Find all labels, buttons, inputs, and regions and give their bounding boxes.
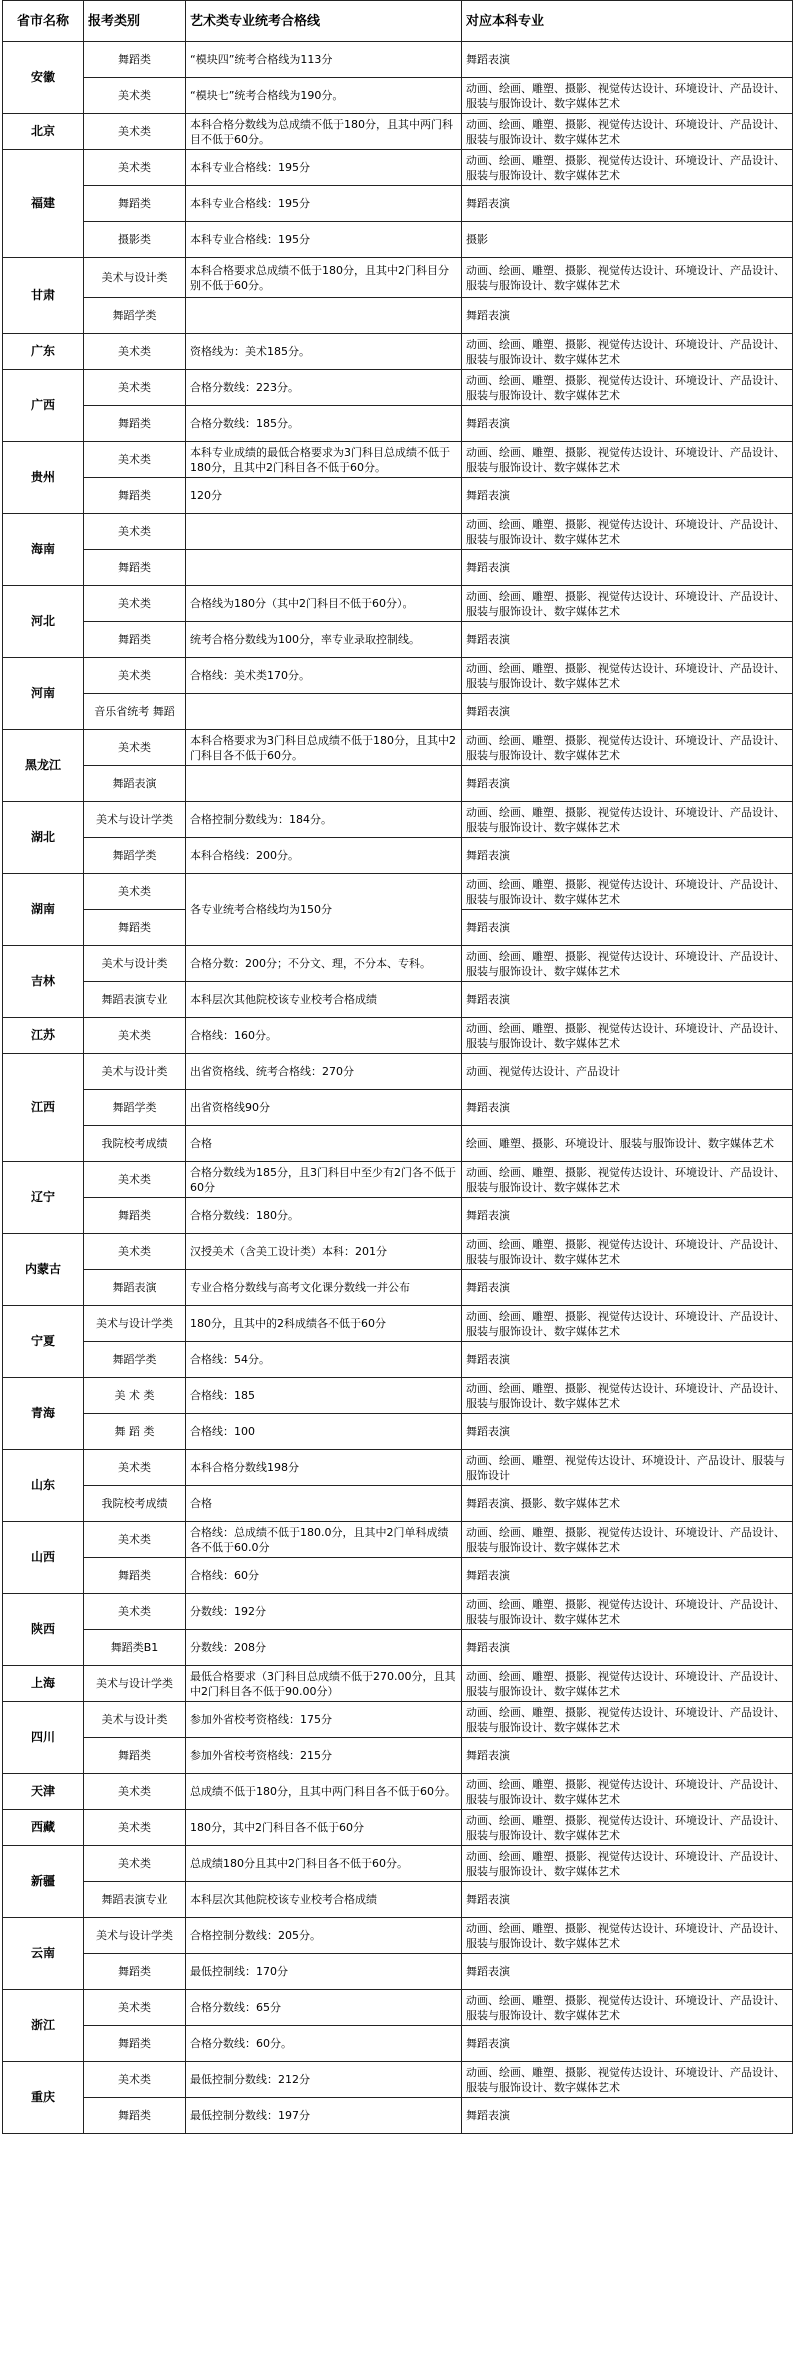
majors-cell: 舞蹈表演 [462,1630,793,1666]
table-row [3,1018,793,1054]
category-cell: 我院校考成绩 [84,1126,186,1162]
majors-cell: 舞蹈表演 [462,1414,793,1450]
category-cell: 舞蹈学类 [84,838,186,874]
majors-cell: 舞蹈表演 [462,1090,793,1126]
majors-cell: 动画、绘画、雕塑、摄影、视觉传达设计、环境设计、产品设计、服装与服饰设计、数字媒体艺术 [462,658,793,694]
header-majors: 对应本科专业 [462,1,793,42]
majors-cell: 动画、绘画、雕塑、摄影、视觉传达设计、环境设计、产品设计、服装与服饰设计、数字媒体艺术 [462,1306,793,1342]
province-cell: 宁夏 [3,1306,84,1378]
header-row [3,1,793,42]
province-cell: 浙江 [3,1990,84,2062]
majors-cell: 动画、绘画、雕塑、摄影、视觉传达设计、环境设计、产品设计、服装与服饰设计、数字媒体艺术 [462,802,793,838]
score-cell: 合格线：100 [186,1414,462,1450]
table-row [3,946,793,982]
category-cell: 舞蹈表演 [84,766,186,802]
category-cell: 美术类 [84,78,186,114]
score-cell: 合格分数线：185分。 [186,406,462,442]
table-row [3,1486,793,1522]
category-cell: 美术类 [84,1846,186,1882]
category-cell: 美术类 [84,334,186,370]
majors-cell: 动画、绘画、雕塑、摄影、视觉传达设计、环境设计、产品设计、服装与服饰设计、数字媒体艺术 [462,586,793,622]
category-cell: 舞蹈类 [84,622,186,658]
majors-cell: 动画、绘画、雕塑、摄影、视觉传达设计、环境设计、产品设计、服装与服饰设计、数字媒体艺术 [462,1378,793,1414]
category-cell: 美术类 [84,730,186,766]
score-cell: 合格分数线：180分。 [186,1198,462,1234]
table-row [3,478,793,514]
category-cell: 美术类 [84,1594,186,1630]
score-cell: 总成绩180分且其中2门科目各不低于60分。 [186,1846,462,1882]
majors-cell: 舞蹈表演 [462,1954,793,1990]
score-cell: 分数线：208分 [186,1630,462,1666]
header-score: 艺术类专业统考合格线 [186,1,462,42]
table-row [3,370,793,406]
score-cell: 180分，其中2门科目各不低于60分 [186,1810,462,1846]
majors-cell: 舞蹈表演 [462,1738,793,1774]
table-row [3,1630,793,1666]
category-cell: 美术与设计学类 [84,1666,186,1702]
majors-cell: 动画、绘画、雕塑、摄影、视觉传达设计、环境设计、产品设计、服装与服饰设计、数字媒体艺术 [462,946,793,982]
score-cell: 本科层次其他院校该专业校考合格成绩 [186,1882,462,1918]
table-row [3,1882,793,1918]
category-cell: 舞蹈类 [84,478,186,514]
majors-cell: 舞蹈表演 [462,910,793,946]
majors-cell: 动画、视觉传达设计、产品设计 [462,1054,793,1090]
majors-cell: 动画、绘画、雕塑、摄影、视觉传达设计、环境设计、产品设计、服装与服饰设计、数字媒体艺术 [462,1702,793,1738]
table-row [3,694,793,730]
table-row [3,1234,793,1270]
category-cell: 舞蹈类 [84,1558,186,1594]
majors-cell: 舞蹈表演 [462,1270,793,1306]
table-row [3,1054,793,1090]
table-row [3,1666,793,1702]
majors-cell: 舞蹈表演 [462,1342,793,1378]
province-cell: 河北 [3,586,84,658]
category-cell: 美 术 类 [84,1378,186,1414]
majors-cell: 舞蹈表演 [462,2098,793,2134]
majors-cell: 舞蹈表演 [462,186,793,222]
category-cell: 舞蹈类 [84,2098,186,2134]
category-cell: 美术类 [84,1450,186,1486]
province-cell: 西藏 [3,1810,84,1846]
category-cell: 美术与设计类 [84,258,186,298]
table-row [3,1090,793,1126]
table-row [3,150,793,186]
table-row [3,730,793,766]
score-cell: 合格线：总成绩不低于180.0分，且其中2门单科成绩各不低于60.0分 [186,1522,462,1558]
table-row [3,982,793,1018]
category-cell: 舞蹈类 [84,550,186,586]
table-row [3,78,793,114]
category-cell: 舞蹈类 [84,1738,186,1774]
table-row [3,334,793,370]
score-cell: 本科专业合格线：195分 [186,186,462,222]
table-row [3,658,793,694]
category-cell: 舞蹈类 [84,1198,186,1234]
province-cell: 江苏 [3,1018,84,1054]
table-row [3,1918,793,1954]
category-cell: 舞蹈学类 [84,1342,186,1378]
table-row [3,1846,793,1882]
category-cell: 美术与设计类 [84,946,186,982]
majors-cell: 舞蹈表演 [462,622,793,658]
category-cell: 美术类 [84,2062,186,2098]
table-row [3,1342,793,1378]
majors-cell: 舞蹈表演 [462,694,793,730]
majors-cell: 舞蹈表演 [462,766,793,802]
province-cell: 重庆 [3,2062,84,2134]
category-cell: 美术与设计学类 [84,1918,186,1954]
table-row [3,1774,793,1810]
category-cell: 美术类 [84,1522,186,1558]
majors-cell: 动画、绘画、雕塑、摄影、视觉传达设计、环境设计、产品设计、服装与服饰设计、数字媒体艺术 [462,78,793,114]
score-cell: 参加外省校考资格线：215分 [186,1738,462,1774]
category-cell: 舞 蹈 类 [84,1414,186,1450]
score-cell: 最低合格要求（3门科目总成绩不低于270.00分，且其中2门科目各不低于90.00分） [186,1666,462,1702]
table-row [3,622,793,658]
category-cell: 美术类 [84,514,186,550]
category-cell: 舞蹈类 [84,1954,186,1990]
table-row [3,258,793,298]
score-cell [186,766,462,802]
province-cell: 天津 [3,1774,84,1810]
category-cell: 舞蹈类B1 [84,1630,186,1666]
score-cell: 本科专业合格线：195分 [186,222,462,258]
majors-cell: 动画、绘画、雕塑、摄影、视觉传达设计、环境设计、产品设计、服装与服饰设计、数字媒体艺术 [462,874,793,910]
table-row [3,1702,793,1738]
category-cell: 美术类 [84,1162,186,1198]
table-row [3,1558,793,1594]
category-cell: 舞蹈类 [84,406,186,442]
score-cell: 本科合格分数线为总成绩不低于180分，且其中两门科目不低于60分。 [186,114,462,150]
score-cell: 合格线：54分。 [186,1342,462,1378]
majors-cell: 动画、绘画、雕塑、摄影、视觉传达设计、环境设计、产品设计、服装与服饰设计、数字媒体艺术 [462,114,793,150]
province-cell: 甘肃 [3,258,84,334]
score-cell: 合格控制分数线：205分。 [186,1918,462,1954]
score-cell: 合格线：美术类170分。 [186,658,462,694]
category-cell: 美术类 [84,370,186,406]
majors-cell: 舞蹈表演 [462,298,793,334]
majors-cell: 动画、绘画、雕塑、摄影、视觉传达设计、环境设计、产品设计、服装与服饰设计、数字媒体艺术 [462,1018,793,1054]
majors-cell: 动画、绘画、雕塑、摄影、视觉传达设计、环境设计、产品设计、服装与服饰设计、数字媒体艺术 [462,1918,793,1954]
score-table [2,0,793,2134]
table-row [3,1738,793,1774]
score-cell: 合格线为180分（其中2门科目不低于60分）。 [186,586,462,622]
table-row [3,1990,793,2026]
score-cell: 本科合格分数线198分 [186,1450,462,1486]
majors-cell: 动画、绘画、雕塑、摄影、视觉传达设计、环境设计、产品设计、服装与服饰设计、数字媒体艺术 [462,730,793,766]
category-cell: 舞蹈类 [84,186,186,222]
table-row [3,1162,793,1198]
score-cell: 汉授美术（含美工设计类）本科：201分 [186,1234,462,1270]
category-cell: 舞蹈表演专业 [84,1882,186,1918]
score-cell: 120分 [186,478,462,514]
header-category: 报考类别 [84,1,186,42]
score-cell: 最低控制线：170分 [186,1954,462,1990]
category-cell: 美术与设计学类 [84,1306,186,1342]
table-row [3,114,793,150]
table-row [3,1306,793,1342]
majors-cell: 动画、绘画、雕塑、摄影、视觉传达设计、环境设计、产品设计、服装与服饰设计、数字媒体艺术 [462,1234,793,1270]
category-cell: 美术类 [84,874,186,910]
category-cell: 美术与设计类 [84,1054,186,1090]
majors-cell: 绘画、雕塑、摄影、环境设计、服装与服饰设计、数字媒体艺术 [462,1126,793,1162]
majors-cell: 动画、绘画、雕塑、摄影、视觉传达设计、环境设计、产品设计、服装与服饰设计、数字媒体艺术 [462,258,793,298]
province-cell: 湖北 [3,802,84,874]
category-cell: 美术类 [84,114,186,150]
province-cell: 新疆 [3,1846,84,1918]
category-cell: 舞蹈类 [84,910,186,946]
table-row [3,550,793,586]
table-row [3,1810,793,1846]
province-cell: 海南 [3,514,84,586]
province-cell: 江西 [3,1054,84,1162]
table-row [3,42,793,78]
province-cell: 山西 [3,1522,84,1594]
category-cell: 美术类 [84,586,186,622]
score-cell: 合格分数：200分；不分文、理，不分本、专科。 [186,946,462,982]
score-cell: 资格线为：美术185分。 [186,334,462,370]
score-cell: 本科专业成绩的最低合格要求为3门科目总成绩不低于180分，且其中2门科目各不低于60分。 [186,442,462,478]
score-cell: 合格线：60分 [186,1558,462,1594]
province-cell: 青海 [3,1378,84,1450]
score-cell: 专业合格分数线与高考文化课分数线一并公布 [186,1270,462,1306]
score-cell [186,550,462,586]
score-cell: 各专业统考合格线均为150分 [186,874,462,946]
category-cell: 美术类 [84,150,186,186]
table-row [3,406,793,442]
majors-cell: 舞蹈表演 [462,1198,793,1234]
majors-cell: 动画、绘画、雕塑、摄影、视觉传达设计、环境设计、产品设计、服装与服饰设计、数字媒体艺术 [462,334,793,370]
score-cell: 最低控制分数线：197分 [186,2098,462,2134]
category-cell: 舞蹈学类 [84,1090,186,1126]
score-cell [186,694,462,730]
province-cell: 湖南 [3,874,84,946]
score-cell: 合格控制分数线为：184分。 [186,802,462,838]
score-cell: 合格 [186,1126,462,1162]
score-cell: 合格分数线：65分 [186,1990,462,2026]
province-cell: 云南 [3,1918,84,1990]
score-cell: 本科合格要求为3门科目总成绩不低于180分，且其中2门科目各不低于60分。 [186,730,462,766]
province-cell: 四川 [3,1702,84,1774]
score-cell: 本科层次其他院校该专业校考合格成绩 [186,982,462,1018]
province-cell: 广西 [3,370,84,442]
category-cell: 舞蹈类 [84,2026,186,2062]
majors-cell: 动画、绘画、雕塑、摄影、视觉传达设计、环境设计、产品设计、服装与服饰设计、数字媒体艺术 [462,1810,793,1846]
majors-cell: 舞蹈表演 [462,478,793,514]
score-cell: 统考合格分数线为100分，率专业录取控制线。 [186,622,462,658]
majors-cell: 舞蹈表演 [462,838,793,874]
score-cell: 180分，且其中的2科成绩各不低于60分 [186,1306,462,1342]
category-cell: 舞蹈表演专业 [84,982,186,1018]
score-cell: 合格分数线：60分。 [186,2026,462,2062]
category-cell: 舞蹈表演 [84,1270,186,1306]
table-row [3,802,793,838]
majors-cell: 舞蹈表演 [462,2026,793,2062]
score-cell: 合格线：160分。 [186,1018,462,1054]
province-cell: 福建 [3,150,84,258]
category-cell: 美术与设计类 [84,1702,186,1738]
province-cell: 内蒙古 [3,1234,84,1306]
majors-cell: 动画、绘画、雕塑、摄影、视觉传达设计、环境设计、产品设计、服装与服饰设计、数字媒体艺术 [462,1522,793,1558]
province-cell: 上海 [3,1666,84,1702]
score-cell [186,514,462,550]
table-row [3,586,793,622]
province-cell: 陕西 [3,1594,84,1666]
table-row [3,298,793,334]
table-row [3,2098,793,2134]
category-cell: 美术类 [84,1990,186,2026]
category-cell: 美术类 [84,1810,186,1846]
province-cell: 河南 [3,658,84,730]
score-cell: “模块四”统考合格线为113分 [186,42,462,78]
province-cell: 山东 [3,1450,84,1522]
table-row [3,766,793,802]
score-cell: 出省资格线90分 [186,1090,462,1126]
majors-cell: 动画、绘画、雕塑、视觉传达设计、环境设计、产品设计、服装与服饰设计 [462,1450,793,1486]
table-row [3,1414,793,1450]
majors-cell: 动画、绘画、雕塑、摄影、视觉传达设计、环境设计、产品设计、服装与服饰设计、数字媒体艺术 [462,442,793,478]
category-cell: 美术类 [84,1774,186,1810]
score-cell: “模块七”统考合格线为190分。 [186,78,462,114]
majors-cell: 舞蹈表演、摄影、数字媒体艺术 [462,1486,793,1522]
majors-cell: 动画、绘画、雕塑、摄影、视觉传达设计、环境设计、产品设计、服装与服饰设计、数字媒体艺术 [462,150,793,186]
category-cell: 我院校考成绩 [84,1486,186,1522]
table-row [3,1954,793,1990]
majors-cell: 动画、绘画、雕塑、摄影、视觉传达设计、环境设计、产品设计、服装与服饰设计、数字媒体艺术 [462,370,793,406]
table-row [3,1126,793,1162]
majors-cell: 动画、绘画、雕塑、摄影、视觉传达设计、环境设计、产品设计、服装与服饰设计、数字媒体艺术 [462,514,793,550]
table-body [3,42,793,2134]
score-cell: 本科合格线：200分。 [186,838,462,874]
majors-cell: 动画、绘画、雕塑、摄影、视觉传达设计、环境设计、产品设计、服装与服饰设计、数字媒体艺术 [462,2062,793,2098]
majors-cell: 动画、绘画、雕塑、摄影、视觉传达设计、环境设计、产品设计、服装与服饰设计、数字媒体艺术 [462,1774,793,1810]
majors-cell: 动画、绘画、雕塑、摄影、视觉传达设计、环境设计、产品设计、服装与服饰设计、数字媒体艺术 [462,1594,793,1630]
category-cell: 美术类 [84,1018,186,1054]
majors-cell: 舞蹈表演 [462,42,793,78]
table-row [3,514,793,550]
table-row [3,1378,793,1414]
score-cell: 参加外省校考资格线：175分 [186,1702,462,1738]
majors-cell: 舞蹈表演 [462,550,793,586]
score-cell: 本科专业合格线：195分 [186,150,462,186]
majors-cell: 动画、绘画、雕塑、摄影、视觉传达设计、环境设计、产品设计、服装与服饰设计、数字媒体艺术 [462,1846,793,1882]
category-cell: 美术类 [84,442,186,478]
province-cell: 安徽 [3,42,84,114]
province-cell: 黑龙江 [3,730,84,802]
table-row [3,874,793,910]
table-row [3,442,793,478]
score-cell: 合格 [186,1486,462,1522]
province-cell: 辽宁 [3,1162,84,1234]
category-cell: 摄影类 [84,222,186,258]
score-cell: 合格线：185 [186,1378,462,1414]
category-cell: 音乐省统考 舞蹈 [84,694,186,730]
header-province: 省市名称 [3,1,84,42]
score-cell: 合格分数线为185分，且3门科目中至少有2门各不低于60分 [186,1162,462,1198]
province-cell: 广东 [3,334,84,370]
category-cell: 舞蹈类 [84,42,186,78]
table-row [3,222,793,258]
province-cell: 北京 [3,114,84,150]
table-row [3,1522,793,1558]
majors-cell: 动画、绘画、雕塑、摄影、视觉传达设计、环境设计、产品设计、服装与服饰设计、数字媒体艺术 [462,1990,793,2026]
table-row [3,838,793,874]
province-cell: 贵州 [3,442,84,514]
majors-cell: 动画、绘画、雕塑、摄影、视觉传达设计、环境设计、产品设计、服装与服饰设计、数字媒体艺术 [462,1666,793,1702]
majors-cell: 舞蹈表演 [462,1882,793,1918]
category-cell: 美术与设计学类 [84,802,186,838]
score-cell: 总成绩不低于180分，且其中两门科目各不低于60分。 [186,1774,462,1810]
province-cell: 吉林 [3,946,84,1018]
majors-cell: 摄影 [462,222,793,258]
table-row [3,1198,793,1234]
majors-cell: 动画、绘画、雕塑、摄影、视觉传达设计、环境设计、产品设计、服装与服饰设计、数字媒体艺术 [462,1162,793,1198]
table-row [3,1270,793,1306]
score-cell: 合格分数线：223分。 [186,370,462,406]
table-row [3,186,793,222]
score-cell: 本科合格要求总成绩不低于180分，且其中2门科目分别不低于60分。 [186,258,462,298]
majors-cell: 舞蹈表演 [462,1558,793,1594]
score-cell: 最低控制分数线：212分 [186,2062,462,2098]
score-cell: 出省资格线、统考合格线：270分 [186,1054,462,1090]
majors-cell: 舞蹈表演 [462,406,793,442]
table-row [3,2026,793,2062]
majors-cell: 舞蹈表演 [462,982,793,1018]
score-cell [186,298,462,334]
category-cell: 舞蹈学类 [84,298,186,334]
score-cell: 分数线：192分 [186,1594,462,1630]
category-cell: 美术类 [84,658,186,694]
table-row [3,2062,793,2098]
category-cell: 美术类 [84,1234,186,1270]
table-row [3,1594,793,1630]
table-row [3,1450,793,1486]
